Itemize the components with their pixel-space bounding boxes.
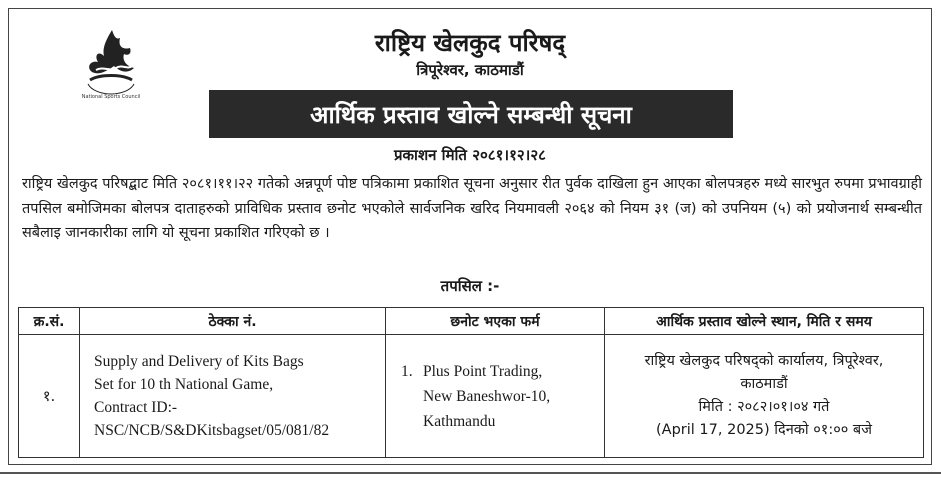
organization-address: त्रिपूरेश्वर, काठमाडौं bbox=[416, 61, 524, 79]
contract-id: NSC/NCB/S&DKitsbagset/05/081/82 bbox=[94, 422, 330, 439]
contract-line: Set for 10 th National Game, bbox=[94, 376, 274, 393]
firm-number: 1. bbox=[401, 362, 413, 380]
opening-time: (April 17, 2025) दिनको ०१:०० बजे bbox=[656, 422, 872, 438]
notice-body: राष्ट्रिय खेलकुद परिषद्बाट मिति २०८१।११।२२ गतेको अन्नपूर्ण पोष्ट पत्रिकामा प्रकाशित सूचना अनुसार रीत पुर्वक दाखिला हुन आएका बोलपत्रहरु मध्ये सारभुत रुपमा प्रभावग्राही तपसिल बमोजिमका बोलपत्र दाताहरुको प्राविधिक प्रस्ताव छनोट भएकोले सार्वजनिक खरिद नियमावली २०६४ को नियम ३१ (ज) को उपनियम (५) को प्रयोजनार्थ सम्बन्धीत सबैलाइ जानकारीका लागि यो सूचना प्रकाशित गरिएको छ । bbox=[22, 176, 922, 241]
column-header-firm: छनोट भएका फर्म bbox=[386, 308, 605, 335]
national-sports-council-logo bbox=[76, 26, 146, 108]
opening-details-cell bbox=[605, 335, 924, 458]
column-header-contract: ठेक्का नं. bbox=[80, 308, 386, 335]
firm-line: Plus Point Trading, bbox=[423, 362, 543, 380]
schedule-table bbox=[18, 307, 924, 458]
notice-title-banner bbox=[209, 90, 733, 138]
contract-cell bbox=[80, 335, 386, 458]
serial-number: १. bbox=[19, 335, 80, 458]
firm-line: Kathmandu bbox=[423, 412, 496, 430]
column-header-sn: क्र.सं. bbox=[19, 308, 80, 335]
opening-location: राष्ट्रिय खेलकुद परिषद्को कार्यालय, त्रिपूरेश्वर, bbox=[644, 353, 884, 369]
table-header-row bbox=[19, 308, 924, 335]
publication-date: प्रकाशन मिति २०८१।१२।२८ bbox=[394, 146, 546, 164]
opening-location: काठमाडौं bbox=[740, 376, 788, 392]
bottom-divider bbox=[0, 472, 941, 474]
contract-line: Contract ID:- bbox=[94, 399, 178, 416]
svg-text:National Sports Council: National Sports Council bbox=[81, 94, 141, 100]
contract-line: Supply and Delivery of Kits Bags bbox=[94, 353, 304, 370]
column-header-opening: आर्थिक प्रस्ताव खोल्ने स्थान, मिति र समय bbox=[605, 308, 924, 335]
opening-date: मिति : २०८२।०१।०४ गते bbox=[698, 399, 830, 415]
table-row bbox=[19, 335, 924, 458]
firm-cell bbox=[386, 335, 605, 458]
firm-line: New Baneshwor-10, bbox=[423, 387, 551, 405]
organization-name: राष्ट्रिय खेलकुद परिषद् bbox=[374, 29, 566, 57]
schedule-heading: तपसिल :- bbox=[440, 277, 500, 295]
notice-title: आर्थिक प्रस्ताव खोल्ने सम्बन्धी सूचना bbox=[310, 100, 632, 129]
